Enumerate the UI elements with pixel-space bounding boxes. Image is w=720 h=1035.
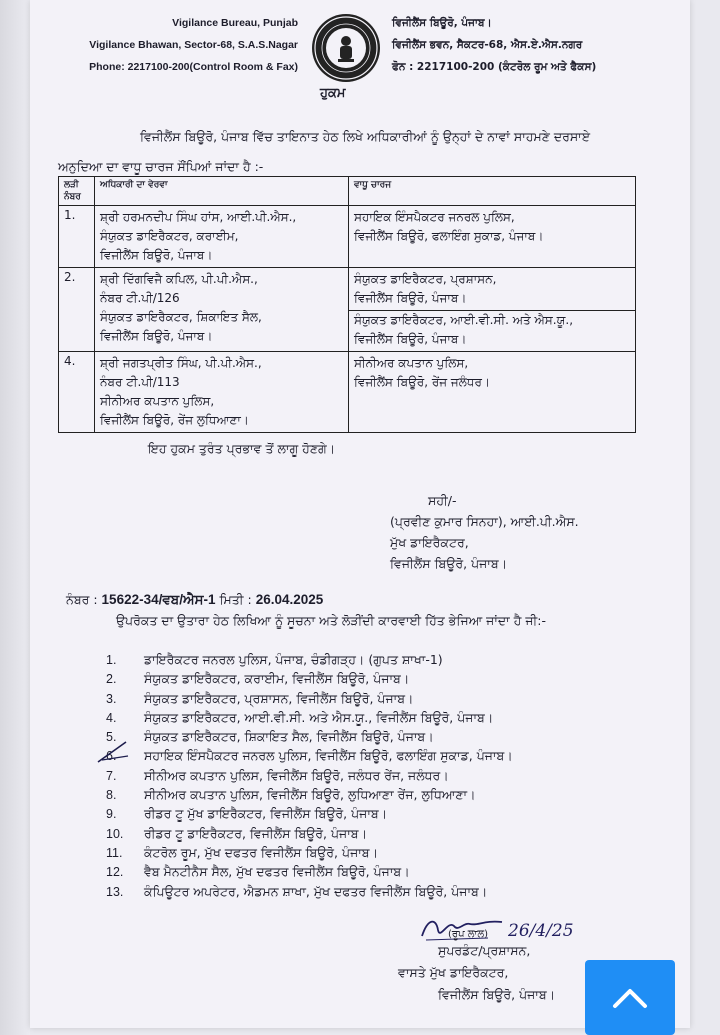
charge-line: ਸੀਨੀਅਰ ਕਪਤਾਨ ਪੁਲਿਸ,	[354, 356, 469, 370]
list-item	[106, 882, 513, 901]
officer-line: ਸੰਯੁਕਤ ਡਾਇਰੈਕਟਰ, ਕਰਾਈਮ,	[100, 229, 239, 243]
signed-mark: ਸਹੀ/-	[428, 493, 457, 508]
additional-charge	[349, 268, 636, 352]
table-row	[59, 206, 636, 268]
date-label: ਮਿਤੀ :	[219, 592, 252, 607]
officer-details	[95, 206, 349, 268]
item-number: 2.	[106, 672, 117, 687]
item-number: 6.	[106, 749, 117, 764]
officer-line: ਸੀਨੀਅਰ ਕਪਤਾਨ ਪੁਲਿਸ,	[100, 394, 215, 408]
scroll-to-top-button[interactable]	[585, 960, 675, 1035]
officer-line: ਵਿਜੀਲੈਂਸ ਬਿਊਰੋ, ਪੰਜਾਬ।	[100, 248, 213, 262]
header-punjabi-line-3: ਫੋਨ : 2217100-200 (ਕੰਟਰੋਲ ਰੂਮ ਅਤੇ ਫੈਕਸ)	[392, 61, 597, 73]
list-item	[106, 824, 513, 843]
table-row	[59, 352, 636, 433]
bottom-signature-block	[398, 918, 555, 1006]
table-header-row	[59, 177, 636, 206]
officer-line: ਸ਼੍ਰੀ ਹਰਮਨਦੀਪ ਸਿੰਘ ਹਾਂਸ, ਆਈ.ਪੀ.ਐਸ.,	[100, 210, 297, 224]
header-english-line-3: Phone: 2217100-200(Control Room & Fax)	[89, 61, 298, 73]
header-serial: ਲੜੀ ਨੰਬਰ	[59, 177, 95, 206]
header-charge: ਵਾਧੂ ਚਾਰਜ	[349, 177, 636, 206]
list-item	[106, 650, 513, 669]
officers-table	[58, 176, 636, 433]
item-text: ਸੀਨੀਅਰ ਕਪਤਾਨ ਪੁਲਿਸ, ਵਿਜੀਲੈਂਸ ਬਿਊਰੋ, ਜਲੰਧਰ ਰੇਂਜ, ਜਲੰਧਰ।	[144, 767, 449, 783]
item-number: 4.	[106, 710, 117, 725]
item-text: ਸੰਯੁਕਤ ਡਾਇਰੈਕਟਰ, ਆਈ.ਵੀ.ਸੀ. ਅਤੇ ਐਸ.ਯੂ., ਵਿਜੀਲੈਂਸ ਬਿਊਰੋ, ਪੰਜਾਬ।	[144, 709, 494, 725]
header-english-line-1: Vigilance Bureau, Punjab	[172, 17, 298, 29]
reference-number: 15622-34/ਵਬ/ਐਸ-1	[101, 592, 216, 607]
row-number: 2.	[59, 268, 95, 352]
signer-title: ਸੁਪਰਡੰਟ/ਪ੍ਰਸ਼ਾਸਨ,	[438, 943, 531, 958]
order-title: ਹੁਕਮ	[320, 86, 346, 101]
item-text: ਸੰਯੁਕਤ ਡਾਇਰੈਕਟਰ, ਪ੍ਰਸ਼ਾਸਨ, ਵਿਜੀਲੈਂਸ ਬਿਊਰੋ, ਪੰਜਾਬ।	[144, 690, 414, 706]
officer-line: ਵਿਜੀਲੈਂਸ ਬਿਊਰੋ, ਰੇਂਜ ਲੁਧਿਆਣਾ।	[100, 413, 249, 427]
chevron-up-icon	[612, 987, 648, 1009]
list-item	[106, 843, 513, 862]
officer-line: ਵਿਜੀਲੈਂਸ ਬਿਊਰੋ, ਪੰਜਾਬ।	[100, 329, 213, 343]
table-row	[59, 268, 636, 352]
item-number: 1.	[106, 653, 117, 667]
list-item	[106, 862, 513, 881]
distribution-list	[106, 650, 513, 901]
item-text: ਸੰਯੁਕਤ ਡਾਇਰੈਕਟਰ, ਸ਼ਿਕਾਇਤ ਸੈਲ, ਵਿਜੀਲੈਂਸ ਬਿਊਰੋ, ਪੰਜਾਬ।	[144, 729, 434, 745]
intro-paragraph: ਵਿਜੀਲੈਂਸ ਬਿਊਰੋ, ਪੰਜਾਬ ਵਿੱਚ ਤਾਇਨਾਤ ਹੇਠ ਲਿਖੇ ਅਧਿਕਾਰੀਆਂ ਨੂੰ ਉਨ੍ਹਾਂ ਦੇ ਨਾਵਾਂ ਸਾਹਮਣੇ ਦਰਸਾਏ ਅਨੁਦਿਆ ਦਾ ਵਾਧੂ ਚਾਰਜ ਸੌਂਪਿਆਂ ਜਾਂਦਾ ਹੈ :-	[58, 129, 591, 174]
copy-intro: ਉਪਰੋਕਤ ਦਾ ਉਤਾਰਾ ਹੇਠ ਲਿਖਿਆ ਨੂੰ ਸੂਚਨਾ ਅਤੇ ਲੋੜੀਂਦੀ ਕਾਰਵਾਈ ਹਿੱਤ ਭੇਜਿਆ ਜਾਂਦਾ ਹੈ ਜੀ:-	[116, 613, 547, 628]
header-officer: ਅਧਿਕਾਰੀ ਦਾ ਵੇਰਵਾ	[95, 177, 349, 206]
list-item	[106, 689, 513, 708]
item-text: ਵੈਬ ਮੈਨਟੀਨੈਸ ਸੈਲ, ਮੁੱਖ ਦਫਤਰ ਵਿਜੀਲੈਂਸ ਬਿਊਰੋ, ਪੰਜਾਬ।	[144, 864, 410, 880]
charge-line: ਸੰਯੁਕਤ ਡਾਇਰੈਕਟਰ, ਪ੍ਰਸ਼ਾਸਨ,	[354, 272, 497, 286]
officer-line: ਸ਼੍ਰੀ ਦਿੱਗਵਿਜੈ ਕਪਿਲ, ਪੀ.ਪੀ.ਐਸ.,	[100, 272, 258, 286]
list-item	[106, 804, 513, 823]
list-item	[106, 727, 513, 746]
item-number: 3.	[106, 691, 117, 706]
item-text: ਰੀਡਰ ਟੂ ਮੁੱਖ ਡਾਇਰੈਕਟਰ, ਵਿਜੀਲੈਂਸ ਬਿਊਰੋ, ਪੰਜਾਬ।	[144, 806, 388, 822]
officer-line: ਨੰਬਰ ਟੀ.ਪੀ/113	[100, 375, 180, 389]
officer-details	[95, 352, 349, 433]
list-item	[106, 766, 513, 785]
reference-line	[66, 592, 323, 608]
list-item	[106, 669, 513, 688]
item-number: 12.	[106, 865, 124, 880]
header-english	[60, 12, 298, 78]
signature-block	[390, 490, 579, 574]
left-edge	[0, 0, 30, 1035]
header-punjabi	[392, 12, 632, 78]
item-number: 5.	[106, 730, 117, 745]
header-punjabi-line-2: ਵਿਜੀਲੈਂਸ ਭਵਨ, ਸੈਕਟਰ-68, ਐਸ.ਏ.ਐਸ.ਨਗਰ	[392, 39, 583, 51]
list-item	[106, 746, 513, 765]
header-english-line-2: Vigilance Bhawan, Sector-68, S.A.S.Nagar	[89, 39, 298, 51]
signatory-name: (ਪ੍ਰਵੀਣ ਕੁਮਾਰ ਸਿਨਹਾ), ਆਈ.ਪੀ.ਐਸ.	[390, 514, 579, 529]
signature-date: 26/4/25	[508, 921, 574, 941]
charge-subdivision	[349, 310, 635, 349]
item-text: ਡਾਇਰੈਕਟਰ ਜਨਰਲ ਪੁਲਿਸ, ਪੰਜਾਬ, ਚੰਡੀਗੜ੍ਹ। (ਗੁਪਤ ਸ਼ਾਖਾ-1)	[144, 652, 443, 667]
charge-line: ਸਹਾਇਕ ਇੰਸਪੈਕਟਰ ਜਨਰਲ ਪੁਲਿਸ,	[354, 210, 515, 224]
effect-statement: ਇਹ ਹੁਕਮ ਤੁਰੰਤ ਪ੍ਰਭਾਵ ਤੋਂ ਲਾਗੂ ਹੋਣਗੇ।	[148, 441, 336, 456]
signer-name: (ਰੂਪ ਲਾਲ)	[448, 929, 489, 940]
item-number: 7.	[106, 768, 117, 783]
item-number: 9.	[106, 807, 117, 822]
vigilance-seal-icon	[312, 14, 380, 82]
officer-details	[95, 268, 349, 352]
item-number: 11.	[106, 845, 123, 860]
item-text: ਸੰਯੁਕਤ ਡਾਇਰੈਕਟਰ, ਕਰਾਈਮ, ਵਿਜੀਲੈਂਸ ਬਿਊਰੋ, ਪੰਜਾਬ।	[144, 671, 410, 687]
signatory-title: ਮੁੱਖ ਡਾਇਰੈਕਟਰ,	[390, 535, 469, 550]
signer-on-behalf: ਵਾਸਤੇ ਮੁੱਖ ਡਾਇਰੈਕਟਰ,	[398, 965, 509, 980]
signer-office: ਵਿਜੀਲੈਂਸ ਬਿਊਰੋ, ਪੰਜਾਬ।	[438, 987, 556, 1002]
item-text: ਸੀਨੀਅਰ ਕਪਤਾਨ ਪੁਲਿਸ, ਵਿਜੀਲੈਂਸ ਬਿਊਰੋ, ਲੁਧਿਆਣਾ ਰੇਂਜ, ਲੁਧਿਆਣਾ।	[144, 787, 476, 803]
additional-charge	[349, 206, 636, 268]
list-item	[106, 785, 513, 804]
item-text: ਕੰਪਿਊਟਰ ਅਪਰੇਟਰ, ਐਡਮਨ ਸ਼ਾਖਾ, ਮੁੱਖ ਦਫਤਰ ਵਿਜੀਲੈਂਸ ਬਿਊਰੋ, ਪੰਜਾਬ।	[144, 883, 488, 899]
charge-line: ਵਿਜੀਲੈਂਸ ਬਿਊਰੋ, ਪੰਜਾਬ।	[354, 291, 467, 305]
reference-date: 26.04.2025	[255, 592, 324, 607]
pen-check-mark	[96, 736, 136, 766]
signatory-office: ਵਿਜੀਲੈਂਸ ਬਿਊਰੋ, ਪੰਜਾਬ।	[390, 556, 508, 571]
item-number: 13.	[106, 884, 124, 899]
charge-line: ਵਿਜੀਲੈਂਸ ਬਿਊਰੋ, ਪੰਜਾਬ।	[354, 332, 467, 346]
item-number: 10.	[106, 826, 124, 841]
row-number: 1.	[59, 206, 95, 268]
header-punjabi-line-1: ਵਿਜੀਲੈਂਸ ਬਿਊਰੋ, ਪੰਜਾਬ।	[392, 17, 492, 29]
additional-charge	[349, 352, 636, 433]
charge-line: ਵਿਜੀਲੈਂਸ ਬਿਊਰੋ, ਫਲਾਇੰਗ ਸੁਕਾਡ, ਪੰਜਾਬ।	[354, 229, 544, 243]
reference-label: ਨੰਬਰ :	[66, 592, 98, 607]
row-number: 4.	[59, 352, 95, 433]
list-item	[106, 708, 513, 727]
officer-line: ਸ਼੍ਰੀ ਜਗਤਪ੍ਰੀਤ ਸਿੰਘ, ਪੀ.ਪੀ.ਐਸ.,	[100, 356, 262, 370]
item-text: ਰੀਡਰ ਟੂ ਡਾਇਰੈਕਟਰ, ਵਿਜੀਲੈਂਸ ਬਿਊਰੋ, ਪੰਜਾਬ।	[144, 825, 368, 841]
charge-line: ਸੰਯੁਕਤ ਡਾਇਰੈਕਟਰ, ਆਈ.ਵੀ.ਸੀ. ਅਤੇ ਐਸ.ਯੂ.,	[354, 313, 574, 327]
item-text: ਸਹਾਇਕ ਇੰਸਪੈਕਟਰ ਜਨਰਲ ਪੁਲਿਸ, ਵਿਜੀਲੈਂਸ ਬਿਊਰੋ, ਫਲਾਇੰਗ ਸੁਕਾਡ, ਪੰਜਾਬ।	[144, 748, 513, 764]
item-number: 8.	[106, 788, 117, 803]
officer-line: ਸੰਯੁਕਤ ਡਾਇਰੈਕਟਰ, ਸ਼ਿਕਾਇਤ ਸੈਲ,	[100, 310, 262, 324]
item-text: ਕੰਟਰੋਲ ਰੂਮ, ਮੁੱਖ ਦਫਤਰ ਵਿਜੀਲੈਂਸ ਬਿਊਰੋ, ਪੰਜਾਬ।	[144, 844, 379, 860]
charge-line: ਵਿਜੀਲੈਂਸ ਬਿਊਰੋ, ਰੇਂਜ ਜਲੰਧਰ।	[354, 375, 490, 389]
officer-line: ਨੰਬਰ ਟੀ.ਪੀ/126	[100, 291, 180, 305]
